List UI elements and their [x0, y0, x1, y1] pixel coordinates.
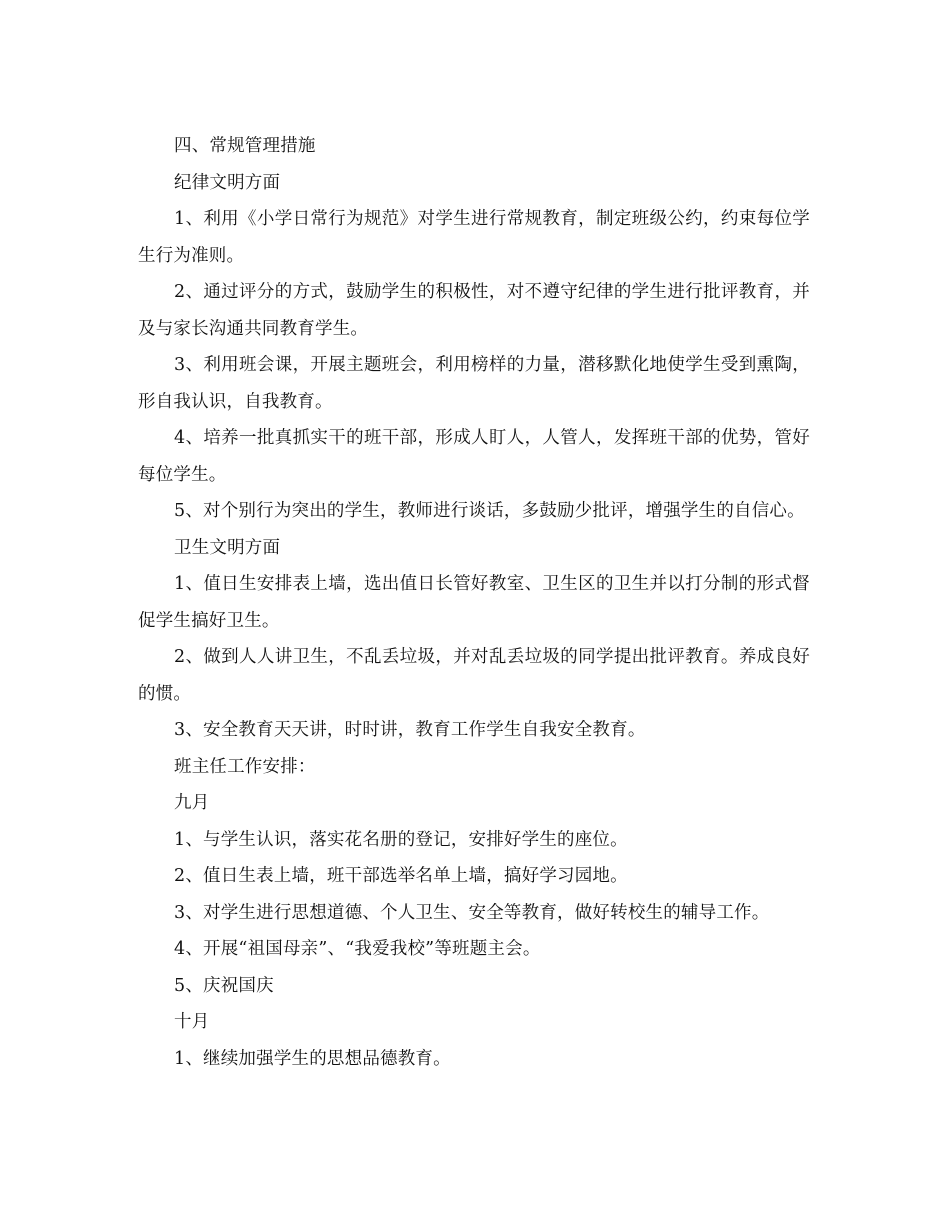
september-item: 2、值日生表上墙，班干部选举名单上墙，搞好学习园地。 [174, 866, 628, 886]
hygiene-item: 2、做到人人讲卫生，不乱丢垃圾，并对乱丢垃圾的同学提出批评教育。养成良好的惯。 [138, 647, 810, 704]
hygiene-item: 1、值日生安排表上墙，选出值日长管好教室、卫生区的卫生并以打分制的形式督促学生搞好卫生。 [138, 574, 810, 631]
hygiene-heading: 卫生文明方面 [174, 537, 281, 558]
hygiene-item: 3、安全教育天天讲，时时讲，教育工作学生自我安全教育。 [174, 720, 646, 740]
discipline-item: 1、利用《小学日常行为规范》对学生进行常规教育，制定班级公约，约束每位学生行为准则。 [138, 209, 810, 266]
document-body [138, 128, 810, 1077]
september-item: 4、开展“祖国母亲”、“我爱我校”等班题主会。 [174, 939, 541, 959]
september-heading: 九月 [174, 793, 210, 813]
section-heading: 四、常规管理措施 [174, 136, 316, 156]
discipline-item: 5、对个别行为突出的学生，教师进行谈话，多鼓励少批评，增强学生的自信心。 [174, 501, 805, 521]
september-item: 5、庆祝国庆 [174, 975, 274, 996]
september-item: 1、与学生认识，落实花名册的登记，安排好学生的座位。 [174, 829, 628, 850]
schedule-heading: 班主任工作安排： [174, 756, 316, 777]
october-heading: 十月 [174, 1012, 210, 1032]
discipline-item: 2、通过评分的方式，鼓励学生的积极性，对不遵守纪律的学生进行批评教育，并及与家长沟通共同教育学生。 [138, 282, 810, 339]
discipline-item: 3、利用班会课，开展主题班会，利用榜样的力量，潜移默化地使学生受到熏陶，形自我认识，自我教育。 [138, 355, 810, 412]
september-item: 3、对学生进行思想道德、个人卫生、安全等教育，做好转校生的辅导工作。 [174, 902, 770, 923]
october-item: 1、继续加强学生的思想品德教育。 [174, 1048, 451, 1069]
discipline-heading: 纪律文明方面 [174, 172, 281, 193]
discipline-item: 4、培养一批真抓实干的班干部，形成人盯人，人管人，发挥班干部的优势，管好每位学生。 [138, 428, 810, 485]
